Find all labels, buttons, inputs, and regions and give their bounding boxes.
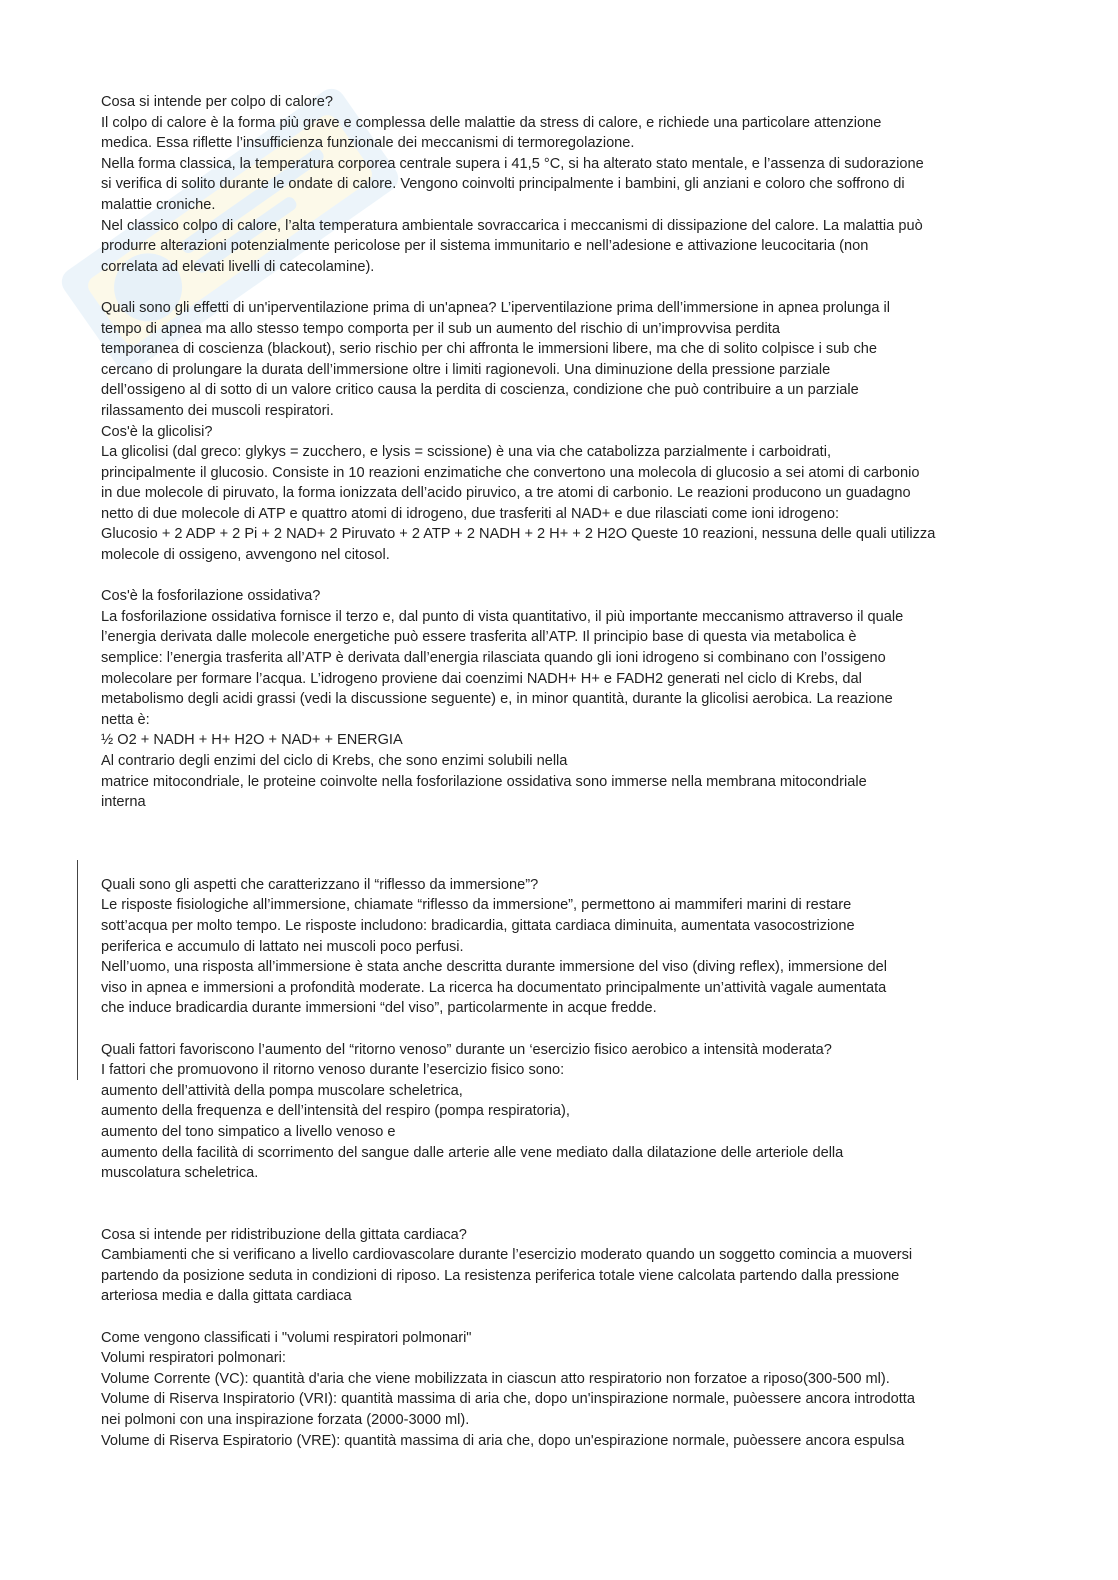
text-line: metabolismo degli acidi grassi (vedi la discussione seguente) e, in minor quantità, durante la glicolisi aerobica. La reazione	[101, 691, 893, 708]
text-line: Volumi respiratori polmonari:	[101, 1350, 286, 1367]
text-line: Il colpo di calore è la forma più grave e complessa delle malattie da stress di calore, e richiede una particolare attenzione	[101, 114, 882, 131]
text-line: Nell’uomo, una risposta all’immersione è stata anche descritta durante immersione del viso (diving reflex), immersione del	[101, 959, 887, 976]
text-line: netta è:	[101, 711, 150, 728]
text-line: La fosforilazione ossidativa fornisce il terzo e, dal punto di vista quantitativo, il più importante meccanismo attraverso il quale	[101, 608, 904, 625]
section-iperventilazione	[101, 298, 1001, 422]
section-riflesso-immersione	[101, 875, 1001, 1019]
text-line: produrre alterazioni potenzialmente pericolose per il sistema immunitario e nell’adesione e attivazione leucocitaria (non	[101, 238, 869, 255]
text-line: partendo da posizione seduta in condizioni di riposo. La resistenza periferica totale viene calcolata partendo dalla pressione	[101, 1267, 900, 1284]
text-line: La glicolisi (dal greco: glykys = zucchero, e lysis = scissione) è una via che catabolizza parzialmente i carboidrati,	[101, 444, 832, 461]
text-line: Le risposte fisiologiche all’immersione, chiamate “riflesso da immersione”, permettono ai mammiferi marini di restare	[101, 897, 852, 914]
question: Cosa si intende per ridistribuzione della gittata cardiaca?	[101, 1226, 467, 1243]
text-line: dell’ossigeno al di sotto di un valore critico causa la perdita di coscienza, condizione che può contribuire a un parziale	[101, 382, 859, 399]
text-line: temporanea di coscienza (blackout), serio rischio per chi affronta le immersioni libere, ma che di solito colpisce i sub che	[101, 341, 877, 358]
text-line: aumento del tono simpatico a livello venoso e	[101, 1123, 396, 1140]
question: Cos'è la fosforilazione ossidativa?	[101, 588, 321, 605]
text-line: malattie croniche.	[101, 196, 216, 213]
section-gittata-cardiaca	[101, 1225, 1001, 1307]
text-line: Nel classico colpo di calore, l’alta temperatura ambientale sovraccarica i meccanismi di dissipazione del calore. La malattia può	[101, 217, 923, 234]
text-line: Cambiamenti che si verificano a livello cardiovascolare durante l’esercizio moderato quando un soggetto comincia a muoversi	[101, 1247, 913, 1264]
section-colpo-di-calore	[101, 92, 1001, 277]
text-line: Glucosio + 2 ADP + 2 Pi + 2 NAD+ 2 Piruvato + 2 ATP + 2 NADH + 2 H+ + 2 H2O Queste 10 reazioni, nessuna delle quali utilizza	[101, 526, 936, 543]
question: Cosa si intende per colpo di calore?	[101, 94, 334, 110]
text-line: principalmente il glucosio. Consiste in 10 reazioni enzimatiche che convertono una molecola di glucosio a sei atomi di carbonio	[101, 464, 920, 481]
text-line: che induce bradicardia durante immersioni “del viso”, particolarmente in acque fredde.	[101, 1000, 657, 1017]
text-line: interna	[101, 794, 146, 811]
section-ritorno-venoso	[101, 1040, 1001, 1184]
text-line: Volume di Riserva Inspiratorio (VRI): quantità massima di aria che, dopo un'inspirazione normale, puòessere ancora introdotta	[101, 1391, 915, 1408]
text-line: si verifica di solito durante le ondate di calore. Vengono coinvolti principalmente i bambini, gli anziani e coloro che soffrono di	[101, 176, 905, 193]
text-line: Quali sono gli effetti di un'iperventilazione prima di un'apnea? L’iperventilazione prima dell’immersione in apnea prolunga il	[101, 299, 890, 316]
text-line: l’energia derivata dalle molecole energetiche può essere trasferita all’ATP. Il principio base di questa via metabolica è	[101, 629, 857, 646]
section-volumi-respiratori	[101, 1328, 1001, 1452]
text-line: aumento della facilità di scorrimento del sangue dalle arterie alle vene mediato dalla dilatazione delle arteriole della	[101, 1144, 844, 1161]
text-line: I fattori che promuovono il ritorno venoso durante l’esercizio fisico sono:	[101, 1062, 565, 1079]
text-line: nei polmoni con una inspirazione forzata (2000-3000 ml).	[101, 1412, 470, 1429]
text-line: correlata ad elevati livelli di catecolamine).	[101, 258, 375, 275]
text-line: Al contrario degli enzimi del ciclo di Krebs, che sono enzimi solubili nella	[101, 753, 568, 769]
text-line: Volume di Riserva Espiratorio (VRE): quantità massima di aria che, dopo un'espirazione normale, puòessere ancora espulsa	[101, 1432, 905, 1449]
text-line: sott’acqua per molto tempo. Le risposte includono: bradicardia, gittata cardiaca diminuita, aumentata vasocostrizione	[101, 917, 855, 934]
section-fosforilazione	[101, 586, 1001, 813]
text-line: Volume Corrente (VC): quantità d'aria che viene mobilizzata in ciascun atto respiratorio non forzatoe a riposo(300-500 ml).	[101, 1370, 890, 1387]
text-line: Nella forma classica, la temperatura corporea centrale supera i 41,5 °C, si ha alterato stato mentale, e l’assenza di sudorazione	[101, 155, 924, 172]
text-line: viso in apnea e immersioni a profondità moderate. La ricerca ha documentato principalmente un’attività vagale aumentata	[101, 979, 887, 996]
text-line: ½ O2 + NADH + H+ H2O + NAD+ + ENERGIA	[101, 732, 403, 749]
text-line: molecole di ossigeno, avvengono nel citosol.	[101, 547, 390, 564]
text-line: aumento della frequenza e dell’intensità del respiro (pompa respiratoria),	[101, 1103, 570, 1120]
question: Come vengono classificati i "volumi respiratori polmonari"	[101, 1329, 472, 1346]
question: Quali sono gli aspetti che caratterizzano il “riflesso da immersione”?	[101, 876, 539, 893]
text-line: molecolare per formare l’acqua. L’idrogeno proviene dai coenzimi NADH+ H+ e FADH2 generati nel ciclo di Krebs, dal	[101, 670, 862, 687]
margin-change-bar	[77, 860, 78, 1080]
question: Quali fattori favoriscono l’aumento del “ritorno venoso” durante un ‘esercizio fisico aerobico a intensità moderata?	[101, 1041, 832, 1058]
text-line: medica. Essa riflette l’insufficienza funzionale dei meccanismi di termoregolazione.	[101, 135, 635, 152]
text-line: arteriosa media e dalla gittata cardiaca	[101, 1288, 352, 1305]
text-line: cercano di prolungare la durata dell’immersione oltre i limiti ragionevoli. Una diminuzione della pressione parziale	[101, 361, 831, 378]
text-line: muscolatura scheletrica.	[101, 1165, 259, 1182]
section-glicolisi	[101, 422, 1001, 566]
text-line: semplice: l’energia trasferita all’ATP è derivata dall’energia rilasciata quando gli ioni idrogeno si combinano con l’ossigeno	[101, 650, 886, 667]
text-line: netto di due molecole di ATP e quattro atomi di idrogeno, due trasferiti al NAD+ e due rilasciati come ioni idrogeno:	[101, 505, 840, 522]
text-line: aumento dell’attività della pompa muscolare scheletrica,	[101, 1082, 463, 1099]
question: Cos'è la glicolisi?	[101, 423, 213, 440]
document-page	[101, 92, 1001, 1451]
text-line: matrice mitocondriale, le proteine coinvolte nella fosforilazione ossidativa sono immerse nella membrana mitocondriale	[101, 773, 867, 790]
text-line: tempo di apnea ma allo stesso tempo comporta per il sub un aumento del rischio di un’improvvisa perdita	[101, 320, 780, 337]
text-line: rilassamento dei muscoli respiratori.	[101, 402, 334, 419]
text-line: periferica e accumulo di lattato nei muscoli poco perfusi.	[101, 938, 464, 955]
text-line: in due molecole di piruvato, la forma ionizzata dell’acido piruvico, a tre atomi di carbonio. Le reazioni producono un guadagno	[101, 485, 911, 502]
